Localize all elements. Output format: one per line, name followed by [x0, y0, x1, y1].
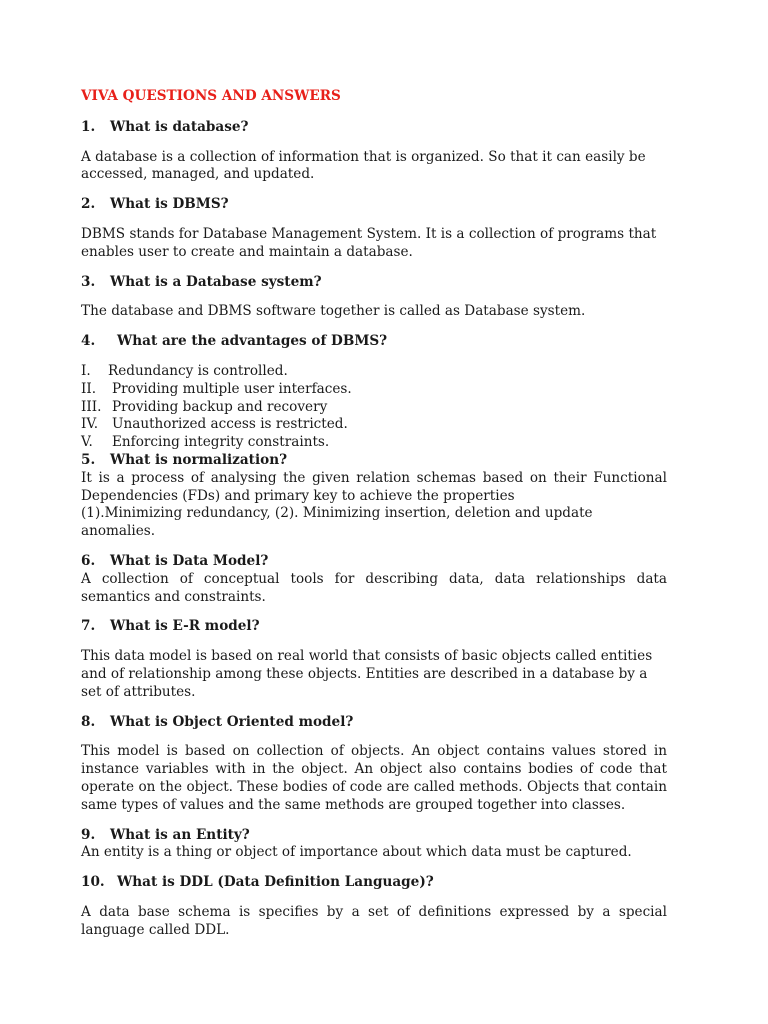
list-item — [81, 381, 667, 399]
answer-6: A collection of conceptual tools for describing data, data relationships data semantics and constraints. — [81, 570, 667, 605]
question-number: 6. — [81, 552, 96, 569]
document-title: VIVA QUESTIONS AND ANSWERS — [81, 88, 341, 104]
list-item-text: Enforcing integrity constraints. — [112, 434, 330, 451]
list-item-number: V. — [81, 434, 93, 451]
question-text: What is normalization? — [110, 451, 288, 468]
question-text: What are the advantages of DBMS? — [117, 333, 388, 350]
question-text: What is database? — [110, 118, 249, 135]
question-text: What is DDL (Data Definition Language)? — [117, 874, 434, 891]
question-8 — [81, 714, 667, 732]
list-item — [81, 363, 667, 381]
question-1 — [81, 119, 667, 137]
question-3 — [81, 274, 667, 292]
list-item-number: I. — [81, 362, 91, 379]
question-text: What is E-R model? — [110, 618, 260, 635]
question-text: What is an Entity? — [110, 826, 250, 843]
question-6 — [81, 553, 667, 571]
question-number: 3. — [81, 273, 96, 290]
question-number: 4. — [81, 333, 96, 350]
question-text: What is Object Oriented model? — [110, 713, 354, 730]
question-9 — [81, 827, 667, 845]
list-item-number: III. — [81, 398, 102, 415]
answer-8: This model is based on collection of objects. An object contains values stored in instance variables with in the object. An object also contains bodies of code that operate on the object. These bodies of code are called methods. Objects that contain same types of values and the same methods are grouped together into classes. — [81, 743, 667, 813]
question-text: What is a Database system? — [110, 273, 322, 290]
answer-1: A database is a collection of information that is organized. So that it can easily be accessed, managed, and updated. — [81, 148, 646, 183]
list-item-number: IV. — [81, 416, 99, 433]
question-2 — [81, 196, 667, 214]
list-item-text: Providing backup and recovery — [112, 398, 328, 415]
answer-10: A data base schema is specifies by a set of definitions expressed by a special language called DDL. — [81, 903, 667, 938]
list-item-text: Unauthorized access is restricted. — [112, 416, 348, 433]
question-4 — [81, 333, 667, 351]
question-number: 5. — [81, 451, 96, 468]
question-number: 2. — [81, 196, 96, 213]
question-text: What is Data Model? — [110, 552, 269, 569]
question-number: 8. — [81, 713, 96, 730]
list-item-text: Redundancy is controlled. — [108, 362, 288, 379]
advantages-list — [81, 363, 667, 452]
question-5 — [81, 452, 667, 470]
document-page — [81, 88, 667, 951]
question-number: 10. — [81, 874, 105, 891]
question-number: 1. — [81, 118, 96, 135]
list-item — [81, 399, 667, 417]
question-10 — [81, 874, 667, 892]
answer-5: It is a process of analysing the given relation schemas based on their Functional Dependencies (FDs) and primary key to achieve the properties — [81, 469, 667, 504]
question-number: 7. — [81, 618, 96, 635]
list-item — [81, 434, 667, 452]
list-item-number: II. — [81, 380, 97, 397]
list-item-text: Providing multiple user interfaces. — [112, 380, 352, 397]
question-7 — [81, 618, 667, 636]
answer-5-properties: (1).Minimizing redundancy, (2). Minimizing insertion, deletion and update anomalies. — [81, 505, 593, 540]
question-text: What is DBMS? — [110, 196, 229, 213]
answer-9: An entity is a thing or object of importance about which data must be captured. — [81, 844, 632, 861]
answer-3: The database and DBMS software together is called as Database system. — [81, 303, 586, 320]
question-number: 9. — [81, 826, 96, 843]
list-item — [81, 416, 667, 434]
answer-2: DBMS stands for Database Management System. It is a collection of programs that enables user to create and maintain a database. — [81, 225, 657, 260]
answer-7: This data model is based on real world that consists of basic objects called entities and of relationship among these objects. Entities are described in a database by a set of attributes. — [81, 648, 653, 700]
